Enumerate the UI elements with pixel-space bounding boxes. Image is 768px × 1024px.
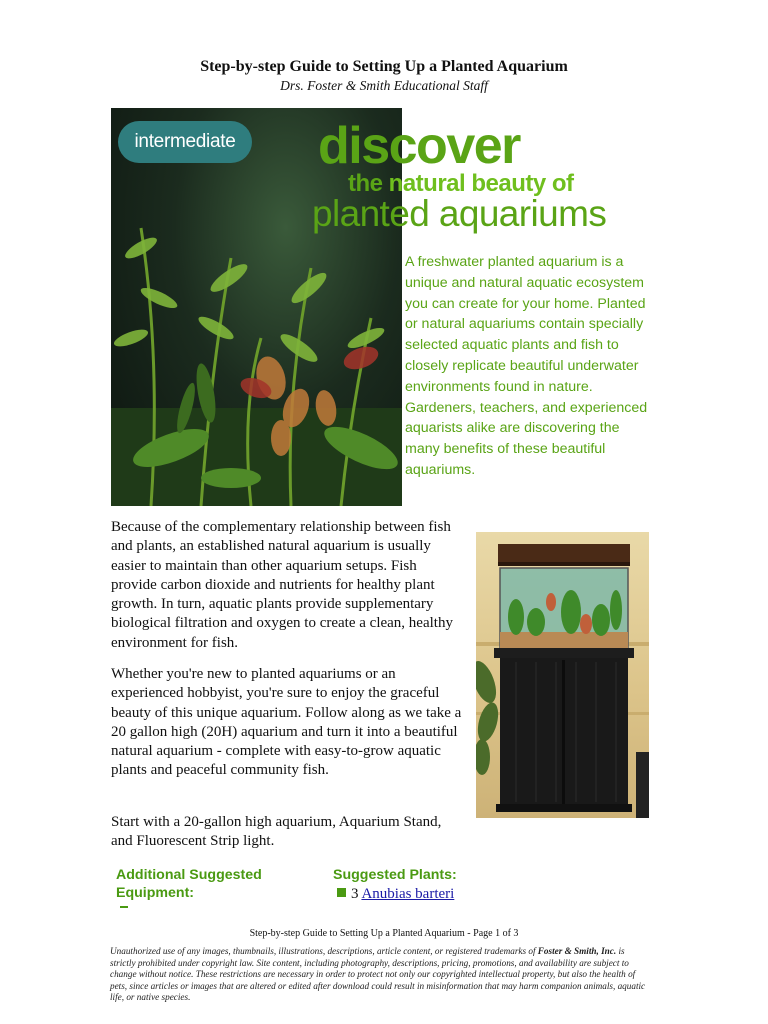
legal-text-2: is strictly prohibited under copyright law. Site content, including photography, descriptions, pricing, promotions, and availability are subject to change without notice. These restrictions are necessary in order to protect not only our copyrighted intellectual property, but also the health of pets, since articles or images that are altered or edited after download could result in misinformation that may harm companion animals, aquatic life, or native species. [110, 946, 646, 1003]
aquarium-stand-photo [476, 532, 649, 818]
headline-the: the [348, 170, 383, 197]
plant-link-anubias-barteri[interactable]: Anubias barteri [361, 886, 455, 902]
page-title: Step-by-step Guide to Setting Up a Planted Aquarium [200, 58, 568, 75]
headline-discover: discover [318, 117, 520, 175]
body-paragraph-3: Start with a 20-gallon high aquarium, Aquarium Stand, and Fluorescent Strip light. [111, 814, 442, 850]
headline-natural-beauty-text: natural beauty of [388, 170, 574, 197]
difficulty-badge: intermediate [118, 121, 252, 163]
legal-brand: Foster & Smith, Inc. [537, 946, 617, 956]
body-paragraph-1: Because of the complementary relationship between fish and plants, an established natural aquarium is usually easier to maintain than other aquarium setups. Fish provide carbon dioxide and nutrients for healthy plant growth. In turn, aquatic plants provide supplementary biological filtration and oxygen to create a clean, healthy environment for fish. [111, 519, 453, 651]
equipment-heading: Additional Suggested Equipment: [116, 867, 262, 901]
plants-heading: Suggested Plants: [333, 867, 457, 883]
legal-text-1: Unauthorized use of any images, thumbnails, illustrations, descriptions, article content, or registered trademarks of [110, 946, 538, 956]
stray-mark [120, 906, 128, 908]
plant-quantity: 3 [351, 886, 359, 902]
footer-page-number: Step-by-step Guide to Setting Up a Planted Aquarium - Page 1 of 3 [249, 928, 519, 939]
square-bullet-icon [337, 888, 346, 897]
plant-list-item [337, 885, 454, 904]
body-paragraph-2: Whether you're new to planted aquariums or an experienced hobbyist, you're sure to enjoy the graceful beauty of this unique aquarium. Follow along as we take a 20 gallon high (20H) aquarium and turn it into a beautiful natural aquarium - complete with easy-to-grow aquatic plants and peaceful community fish. [111, 666, 462, 779]
headline-planted-aquariums: planted aquariums [312, 193, 607, 234]
page-subtitle: Drs. Foster & Smith Educational Staff [280, 78, 488, 93]
aquarium-stand-illustration [476, 532, 649, 818]
legal-notice [110, 946, 650, 1004]
intro-paragraph: A freshwater planted aquarium is a unique and natural aquatic ecosystem you can create for your home. Planted or natural aquariums contain specially selected aquatic plants and fish to closely replicate beautiful underwater environments found in nature. Gardeners, teachers, and experienced aquarists alike are discovering the many benefits of these beautiful aquariums. [405, 254, 648, 478]
